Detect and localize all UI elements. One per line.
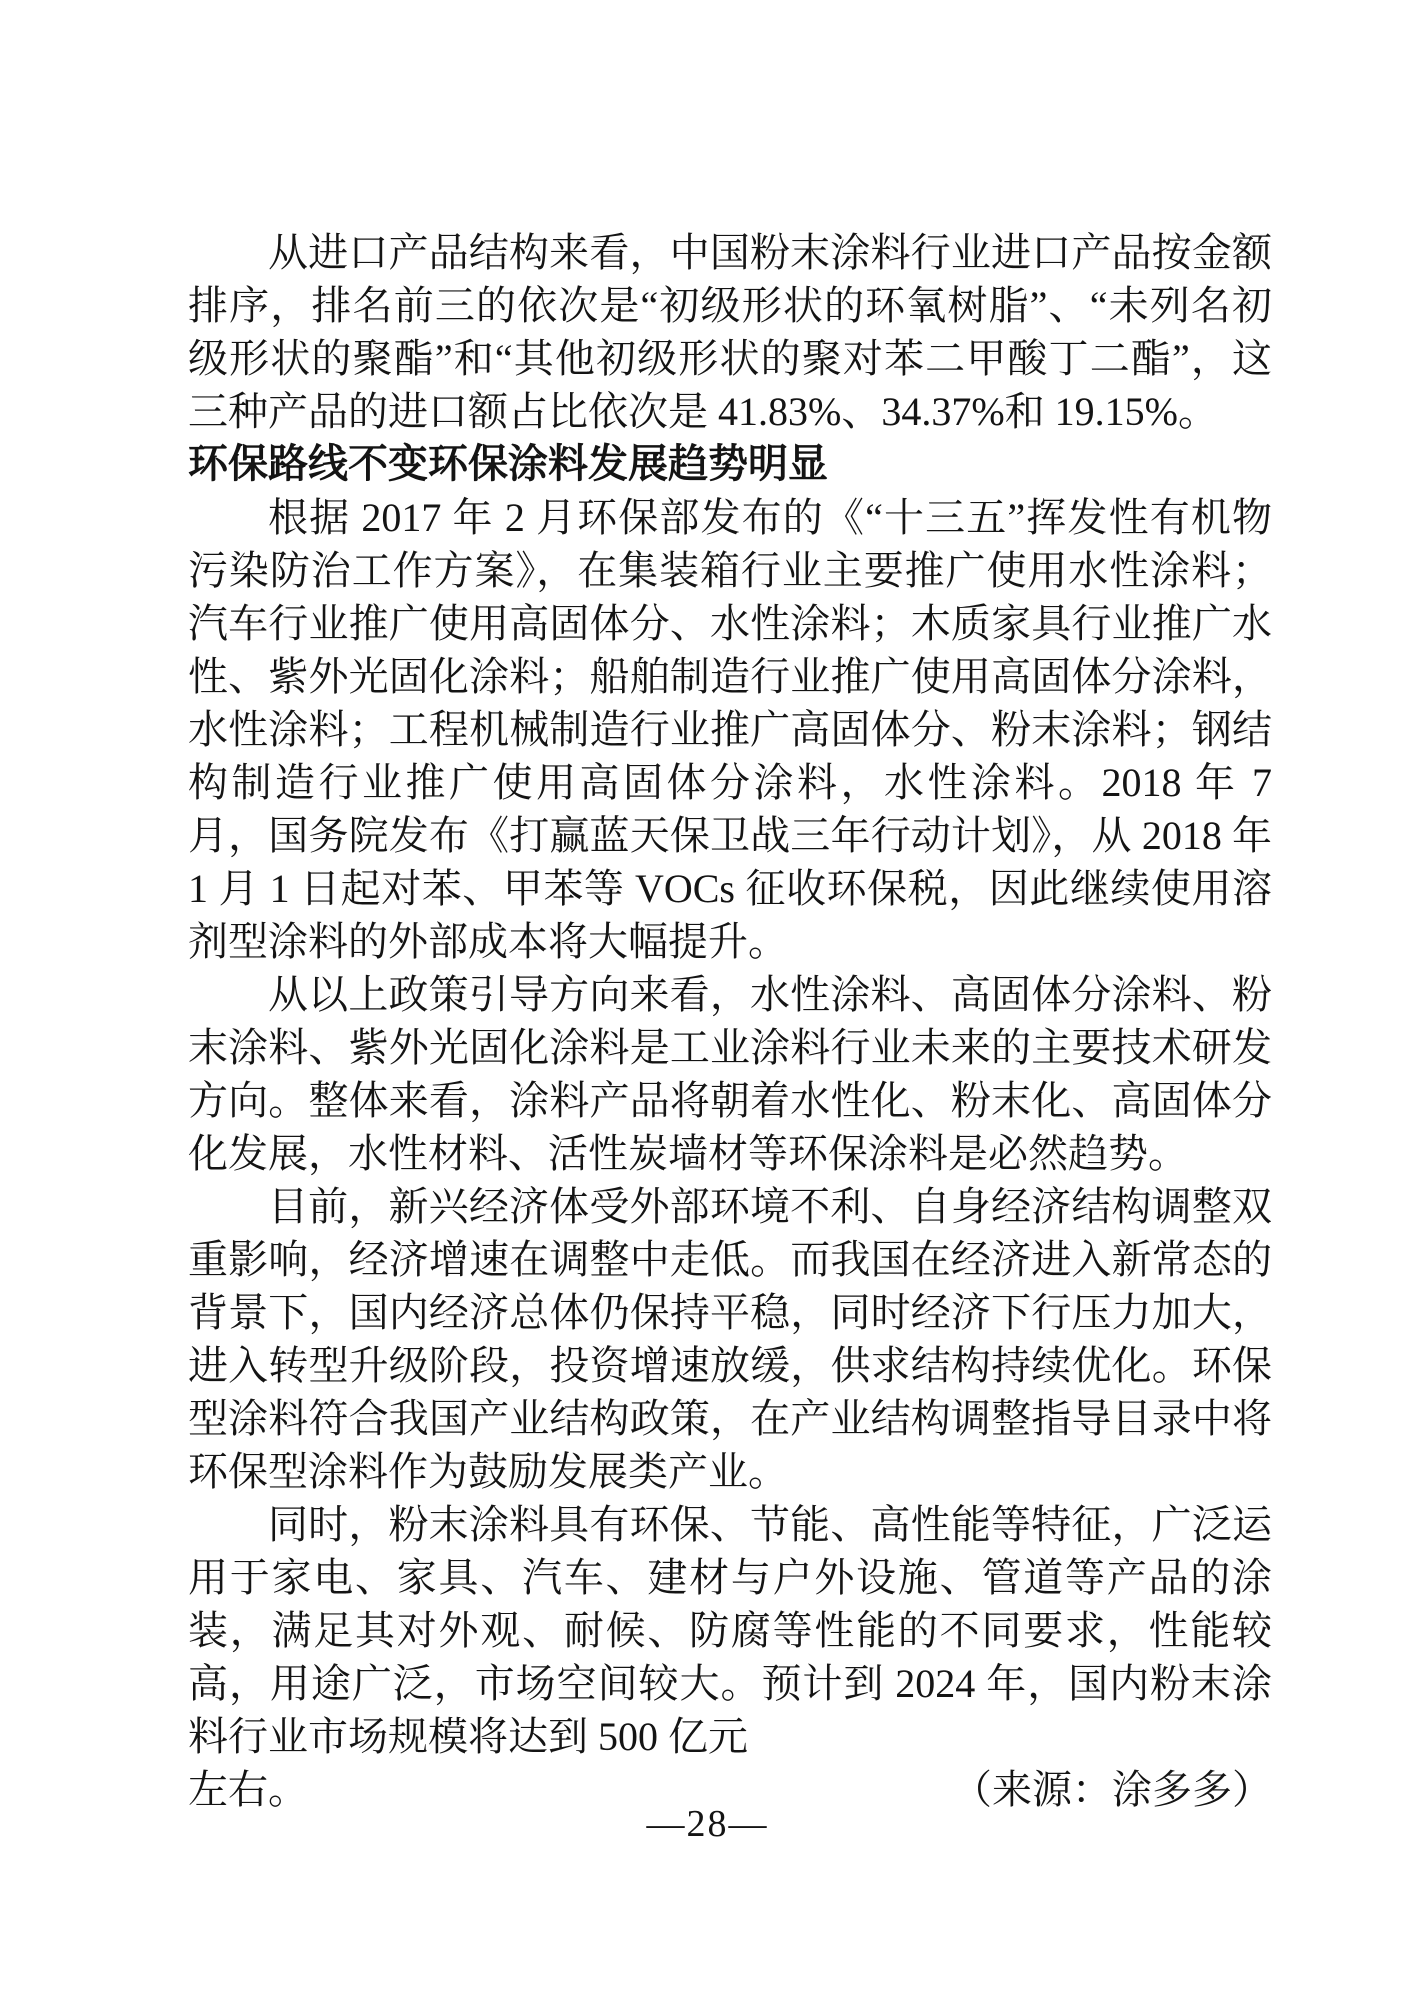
paragraph-powder-market-tail: 左右。: [188, 1767, 308, 1812]
paragraph-economy: 目前，新兴经济体受外部环境不利、自身经济结构调整双重影响，经济增速在调整中走低。而我国在经济进入新常态的背景下，国内经济总体仍保持平稳，同时经济下行压力加大，进入转型升级阶段，投资增速放缓，供求结构持续优化。环保型涂料符合我国产业结构政策，在产业结构调整指导目录中将环保型涂料作为鼓励发展类产业。: [188, 1184, 1272, 1494]
source-note: （来源：涂多多）: [952, 1767, 1272, 1812]
page-number: —28—: [646, 1803, 769, 1845]
paragraph-import-structure: 从进口产品结构来看，中国粉末涂料行业进口产品按金额排序，排名前三的依次是“初级形状的环氧树脂”、“未列名初级形状的聚酯”和“其他初级形状的聚对苯二甲酸丁二酯”，这三种产品的进口额占比依次是 41.83%、34.37%和 19.15%。: [188, 230, 1272, 434]
page-content: [188, 226, 1272, 1816]
paragraph-rd-direction: 从以上政策引导方向来看，水性涂料、高固体分涂料、粉末涂料、紫外光固化涂料是工业涂料行业未来的主要技术研发方向。整体来看，涂料产品将朝着水性化、粉末化、高固体分化发展，水性材料、活性炭墙材等环保涂料是必然趋势。: [188, 972, 1272, 1176]
paragraph-powder-market: 同时，粉末涂料具有环保、节能、高性能等特征，广泛运用于家电、家具、汽车、建材与户外设施、管道等产品的涂装，满足其对外观、耐候、防腐等性能的不同要求，性能较高，用途广泛，市场空间较大。预计到 2024 年，国内粉末涂料行业市场规模将达到 500 亿元: [188, 1502, 1272, 1759]
paragraph-policy: 根据 2017 年 2 月环保部发布的《“十三五”挥发性有机物污染防治工作方案》，在集装箱行业主要推广使用水性涂料；汽车行业推广使用高固体分、水性涂料；木质家具行业推广水性、紫外光固化涂料；船舶制造行业推广使用高固体分涂料，水性涂料；工程机械制造行业推广高固体分、粉末涂料；钢结构制造行业推广使用高固体分涂料，水性涂料。2018 年 7 月，国务院发布《打赢蓝天保卫战三年行动计划》，从 2018 年 1 月 1 日起对苯、甲苯等 VOCs 征收环保税，因此继续使用溶剂型涂料的外部成本将大幅提升。: [188, 495, 1272, 964]
section-heading: 环保路线不变环保涂料发展趋势明显: [188, 442, 828, 486]
